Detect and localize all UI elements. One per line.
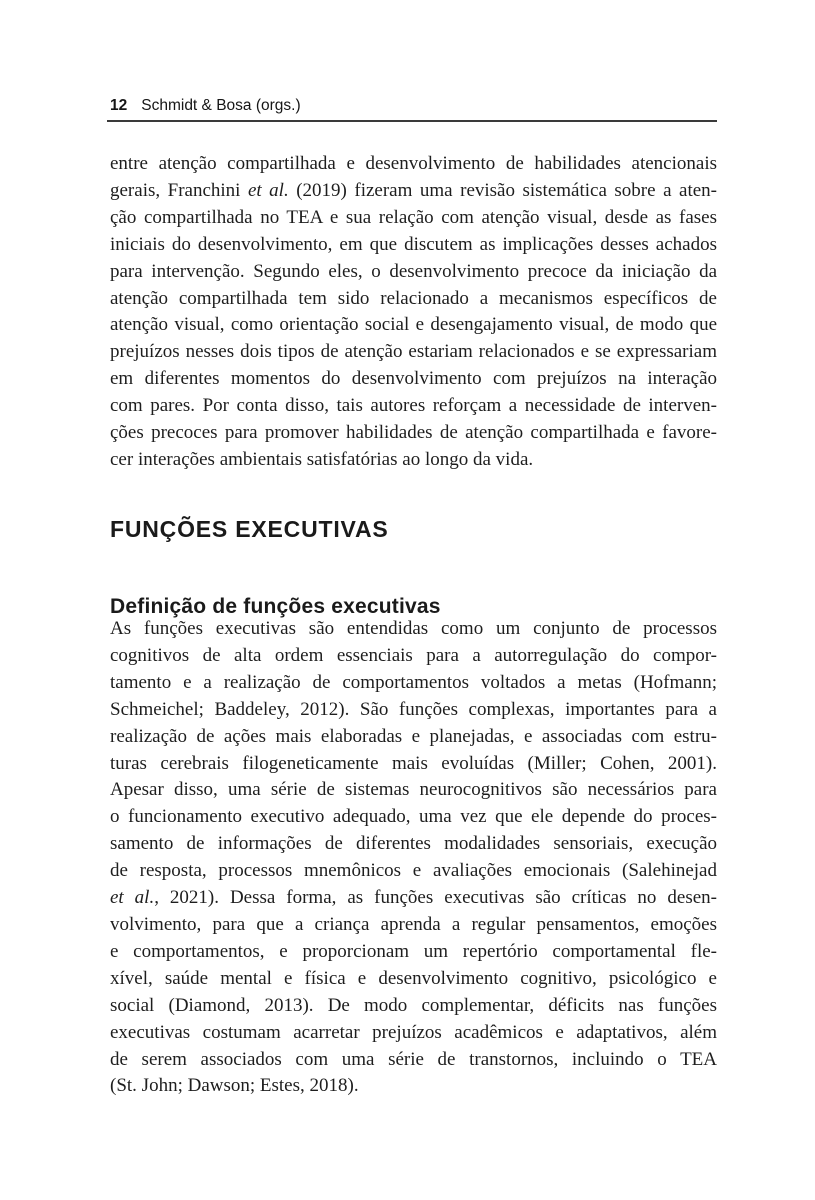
text-line: ções precoces para promover habilidades de atenção compartilhada e favore-	[110, 422, 717, 444]
text-line: executivas costumam acarretar prejuízos acadêmicos e adaptativos, além	[110, 1021, 717, 1043]
text-line: Apesar disso, uma série de sistemas neurocognitivos são necessários para	[110, 779, 717, 801]
text-line: o funcionamento executivo adequado, uma vez que ele depende do proces-	[110, 806, 717, 828]
definition-paragraph	[110, 616, 717, 1100]
text-line: cognitivos de alta ordem essenciais para a autorregulação do compor-	[110, 644, 717, 666]
page-number: 12	[110, 97, 128, 114]
intro-paragraph	[110, 151, 717, 474]
text-line: atenção compartilhada tem sido relacionado a mecanismos específicos de	[110, 287, 717, 309]
header-rule	[107, 120, 717, 122]
running-header	[110, 97, 301, 115]
text-line: em diferentes momentos do desenvolvimento com prejuízos na interação	[110, 368, 717, 390]
text-line: cer interações ambientais satisfatórias ao longo da vida.	[110, 448, 534, 470]
text-line: tamento e a realização de comportamentos voltados a metas (Hofmann;	[110, 671, 717, 693]
section-heading: FUNÇÕES EXECUTIVAS	[110, 516, 389, 543]
text-line: xível, saúde mental e física e desenvolvimento cognitivo, psicológico e	[110, 967, 717, 989]
text-line: para intervenção. Segundo eles, o desenvolvimento precoce da iniciação da	[110, 260, 717, 282]
text-line: atenção visual, como orientação social e desengajamento visual, de modo que	[110, 314, 717, 336]
text-line: ção compartilhada no TEA e sua relação com atenção visual, desde as fases	[110, 206, 717, 228]
text-line: realização de ações mais elaboradas e planejadas, e associadas com estru-	[110, 725, 717, 747]
text-line: de serem associados com uma série de transtornos, incluindo o TEA	[110, 1048, 717, 1070]
text-line: gerais, Franchini et al. (2019) fizeram uma revisão sistemática sobre a aten-	[110, 179, 717, 201]
text-line: de resposta, processos mnemônicos e avaliações emocionais (Salehinejad	[110, 860, 717, 882]
text-line: samento de informações de diferentes modalidades sensoriais, execução	[110, 833, 717, 855]
text-line: e comportamentos, e proporcionam um repertório comportamental fle-	[110, 940, 717, 962]
running-title: Schmidt & Bosa (orgs.)	[141, 97, 301, 114]
text-line: Schmeichel; Baddeley, 2012). São funções complexas, importantes para a	[110, 698, 717, 720]
text-line: prejuízos nesses dois tipos de atenção estariam relacionados e se expressariam	[110, 341, 717, 363]
text-line: social (Diamond, 2013). De modo complementar, déficits nas funções	[110, 994, 717, 1016]
text-line: (St. John; Dawson; Estes, 2018).	[110, 1075, 359, 1097]
text-line: iniciais do desenvolvimento, em que discutem as implicações desses achados	[110, 233, 717, 255]
text-line: As funções executivas são entendidas como um conjunto de processos	[110, 618, 717, 639]
text-line: entre atenção compartilhada e desenvolvimento de habilidades atencionais	[110, 153, 717, 174]
subsection-heading: Definição de funções executivas	[110, 595, 441, 619]
text-line: et al., 2021). Dessa forma, as funções executivas são críticas no desen-	[110, 887, 717, 909]
text-line: turas cerebrais filogeneticamente mais evoluídas (Miller; Cohen, 2001).	[110, 752, 717, 774]
text-line: com pares. Por conta disso, tais autores reforçam a necessidade de interven-	[110, 395, 717, 417]
text-line: volvimento, para que a criança aprenda a regular pensamentos, emoções	[110, 913, 717, 935]
